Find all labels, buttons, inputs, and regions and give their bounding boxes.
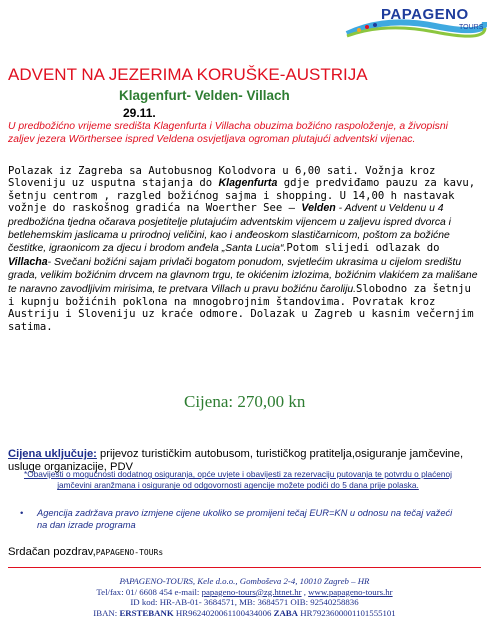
footer-iban: [0, 608, 489, 619]
website-link[interactable]: www.papageno-tours.hr: [308, 586, 393, 597]
page-title: ADVENT NA JEZERIMA KORUŠKE-AUSTRIJA: [8, 65, 368, 84]
itinerary-part: Slobodno za šetnju i kupnju božićnih poklona na mnogobrojnim štandovima. Povratak kroz Austriju i Sloveniju uz kraće odmore. Dolazak u Zagreb u kasnim večernjim satima.: [8, 282, 474, 333]
insurance-note-text: *Obavijesti o mogućnosti dodatnog osiguranja, opće uvjete i obavijesti za rezervaciju putovanja te potvrdu o plaćenoj jamčevini aranžmana i osiguranje od odgovornosti agencije možete podići do 5 dana prije polaska.: [23, 469, 452, 491]
insurance-note: [12, 469, 464, 492]
includes-text: prijevoz turističkim autobusom, turističkog pratitelja,osiguranje jamčevine, usluge organizacije, PDV: [8, 448, 464, 473]
sign-text: Srdačan pozdrav,: [8, 546, 96, 558]
price: Cijena: 270,00 kn: [184, 392, 306, 411]
logo-brand: PAPAGENO: [381, 6, 469, 23]
intro-text: U predbožićno vrijeme središta Klagenfurta i Villacha obuzima božićno raspoloženje, a živopisni zaljev jezera Wörthersee ispred Veldena osvjetljava ogroman plutajući adventski vijenac.: [8, 121, 448, 145]
itinerary-text: [8, 165, 478, 333]
footer-address: PAPAGENO-TOURS, Kele d.o.o., Gomboševa 2-4, 10010 Zagreb – HR: [119, 576, 370, 586]
city-velden: Velden: [301, 202, 336, 215]
papageno-logo: [345, 4, 487, 46]
footer: [0, 576, 489, 618]
footer-divider: [8, 567, 481, 568]
includes-label: Cijena uključuje:: [8, 448, 97, 460]
bank-zaba: ZABA: [273, 607, 299, 618]
email-link[interactable]: papageno-tours@zg.htnet.hr: [201, 586, 302, 597]
bank-erste: ERSTEBANK: [119, 607, 174, 618]
footer-ids: ID kod: HR-AB-01- 3684571, MB: 3684571 OIB: 92540258836: [130, 597, 359, 608]
sign-company: PAPAGENO-TOURs: [95, 548, 164, 557]
price-change-note: [20, 508, 460, 532]
velden-description: - Advent u Veldenu u 4 predbožićna tjedna očarava posjetitelje plutajućim adventskim vijencem u zaljevu ispred dvorca i betlehemskim jaslicama u prirodnoj veličini, kao i anđeoskom slastičarnicom, poštom za božićne čestitke, igraonicom za djecu i brodom anđela „Santa Lucia“.: [8, 203, 451, 255]
bullet-icon: •: [20, 508, 24, 518]
itinerary-part: gdje predviđamo pauzu za kavu, šetnju centrom , razgled božićnog sajma i shopping. U 14,00 h nastavak vožnje do raskošnog gradića na Woerther See –: [8, 177, 476, 215]
footer-contact: [0, 587, 489, 598]
city-villach: Villacha: [8, 255, 48, 268]
footer-sep: ,: [301, 586, 309, 597]
iban-label: IBAN:: [93, 607, 120, 618]
price-change-text: Agencija zadržava pravo izmjene cijene ukoliko se promijeni tečaj EUR=KN u odnosu na tečaj važeći na dan izrade programa: [37, 508, 453, 530]
signature: [8, 546, 163, 558]
iban-zaba: HR7923600001101555101: [298, 607, 396, 618]
villach-description: - Svečani božićni sajam privlači bogatom ponudom, svjetlećim ukrasima u cijelom središtu grada, velikim božićnim drvcem na glavnom trgu, te okićenim izlozima, božićnim vlakićem za mališane te naravno zavodljivim mirisima, te pretvara Villach u pravu božićnu čaroliju.: [8, 256, 478, 295]
route-subtitle: Klagenfurt- Velden- Villach: [119, 88, 290, 103]
footer-tel: Tel/fax: 01/ 6608 454 e-mail:: [96, 586, 202, 597]
logo-sub: TOURS: [459, 24, 484, 31]
itinerary-part: Polazak iz Zagreba sa Autobusnog Kolodvora u 6,00 sati. Vožnja kroz Sloveniju uz usputna stajanja do: [8, 165, 436, 190]
city-klagenfurt: Klagenfurta: [218, 177, 278, 190]
itinerary-part: Potom slijedi odlazak do: [286, 242, 440, 255]
trip-date: 29.11.: [123, 106, 156, 120]
iban-erste: HR9624020061100434006: [173, 607, 274, 618]
